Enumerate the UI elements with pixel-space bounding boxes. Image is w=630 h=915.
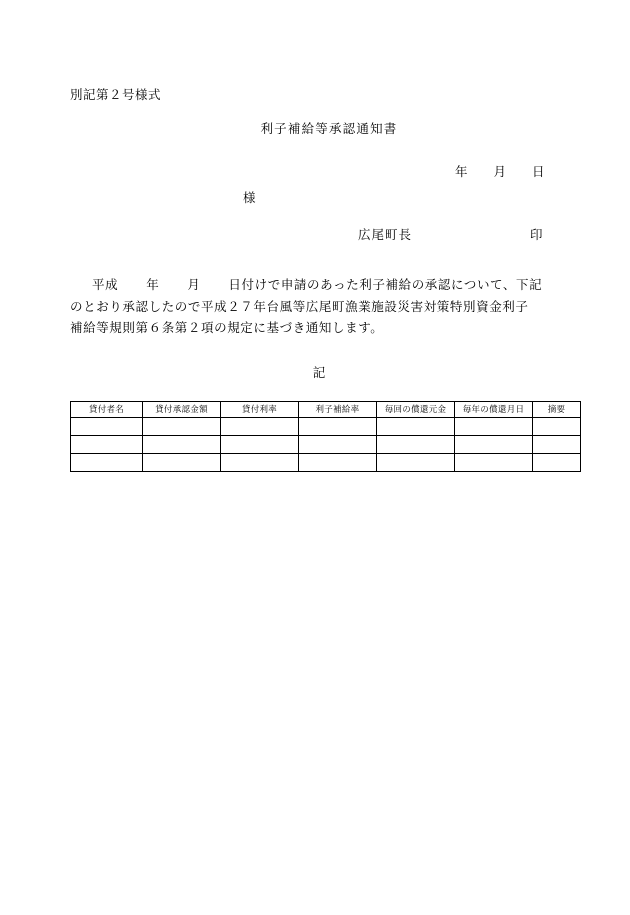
- table-row: [71, 418, 581, 436]
- table-header-cell: 摘要: [533, 402, 581, 418]
- kiji-label: 記: [312, 366, 326, 380]
- date-day-label: 日: [532, 165, 545, 179]
- body-line2: のとおり承認したので平成２７年台風等広尾町漁業施設災害対策特別資金利子: [70, 299, 529, 314]
- table-cell[interactable]: [299, 436, 377, 454]
- table-cell[interactable]: [299, 418, 377, 436]
- table-cell[interactable]: [143, 436, 221, 454]
- table-cell[interactable]: [533, 454, 581, 472]
- date-year-label: 年: [455, 165, 468, 179]
- table-cell[interactable]: [377, 418, 455, 436]
- body-text: [70, 275, 562, 340]
- table-cell[interactable]: [455, 436, 533, 454]
- table-header-cell: 毎年の償還月日: [455, 402, 533, 418]
- table-cell[interactable]: [377, 436, 455, 454]
- table-cell[interactable]: [221, 436, 299, 454]
- table-cell[interactable]: [143, 454, 221, 472]
- table-cell[interactable]: [533, 418, 581, 436]
- table-cell[interactable]: [71, 418, 143, 436]
- page-title: 利子補給等承認通知書: [260, 122, 398, 136]
- date-month-label: 月: [493, 165, 507, 179]
- issuer-block: [358, 225, 544, 243]
- table-cell[interactable]: [71, 436, 143, 454]
- body-line1-year: 年: [146, 278, 160, 292]
- table-cell[interactable]: [71, 454, 143, 472]
- table-cell[interactable]: [455, 418, 533, 436]
- table-cell[interactable]: [221, 418, 299, 436]
- table-header-row: [71, 402, 581, 418]
- seal-label: 印: [530, 228, 544, 242]
- table-cell[interactable]: [455, 454, 533, 472]
- loan-details-table: [70, 401, 581, 472]
- body-line1-suffix: 日付けで申請のあった利子補給の承認について、下記: [228, 278, 543, 292]
- table-cell[interactable]: [377, 454, 455, 472]
- table-header-cell: 貸付承認金額: [143, 402, 221, 418]
- table-header-cell: 毎回の償還元金: [377, 402, 455, 418]
- table-cell[interactable]: [143, 418, 221, 436]
- body-line1-prefix: 平成: [92, 278, 119, 292]
- issuer-name: 広尾町長: [358, 228, 413, 242]
- table-row: [71, 454, 581, 472]
- table-row: [71, 436, 581, 454]
- addressee-label: 様: [243, 191, 257, 205]
- table-header-cell: 貸付者名: [71, 402, 143, 418]
- table-header-cell: 貸付利率: [221, 402, 299, 418]
- date-line: [455, 162, 545, 180]
- table-cell[interactable]: [299, 454, 377, 472]
- table-cell[interactable]: [533, 436, 581, 454]
- form-number: 別記第２号様式: [70, 88, 162, 102]
- body-line1-month: 月: [187, 278, 201, 292]
- table-cell[interactable]: [221, 454, 299, 472]
- table-header-cell: 利子補給率: [299, 402, 377, 418]
- body-line3: 補給等規則第６条第２項の規定に基づき通知します。: [70, 321, 384, 335]
